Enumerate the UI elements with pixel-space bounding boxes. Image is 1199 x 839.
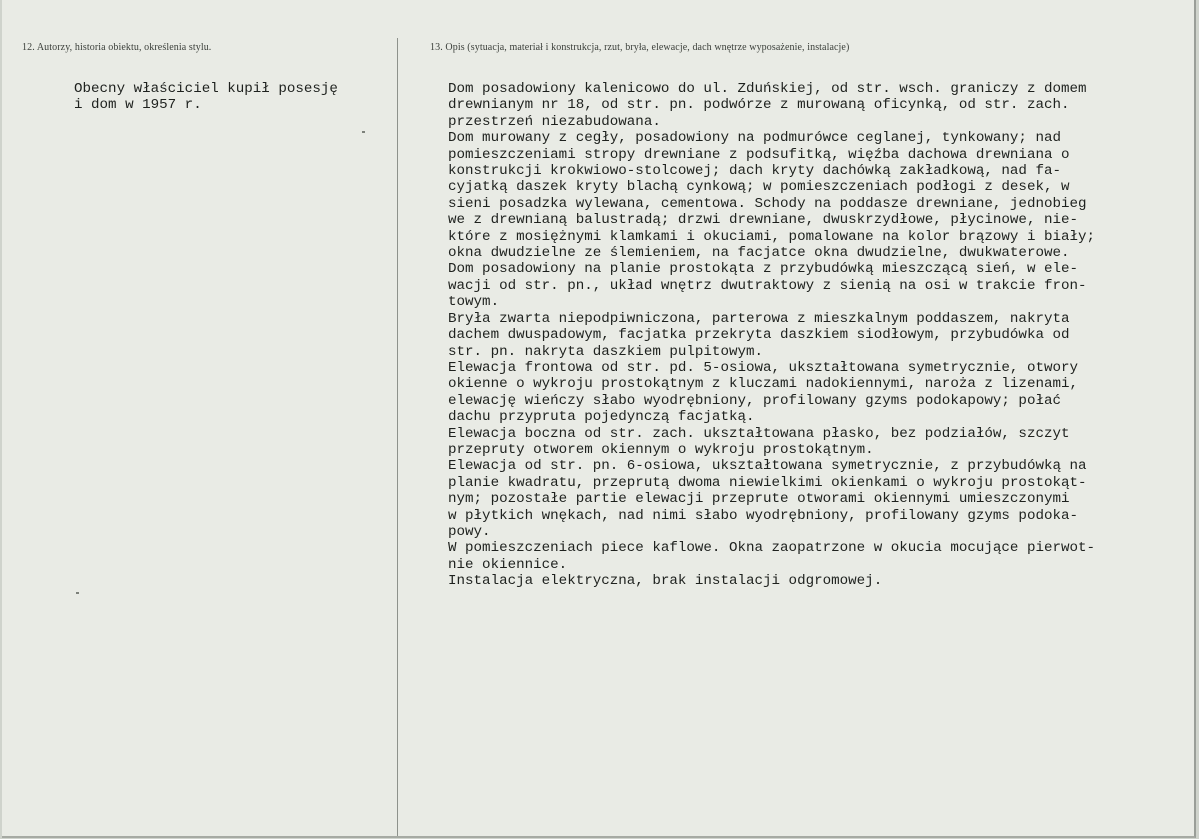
section-13-heading: 13. Opis (sytuacja, materiał i konstrukcja, rzut, bryła, elewacje, dach wnętrze wyposażenie, instalacje) — [430, 42, 850, 53]
building-description-text: Dom posadowiony kalenicowo do ul. Zduńskiej, od str. wsch. graniczy z domem drewnianym nr 18, od str. pn. podwórze z murowaną oficynką, od str. zach. przestrzeń niezabudowana. Dom murowany z cegły, posadowiony na podmurówce ceglanej, tynkowany; nad pomieszczeniami stropy drewniane z podsufitką, więźba dachowa drewniana o konstrukcji krokwiowo-stolcowej; dach kryty dachówką zakładkową, nad fa- cyjatką daszek kryty blachą cynkową; w pomieszczeniach podłogi z desek, w sieni posadzka wylewana, cementowa. Schody na poddasze drewniane, jednobieg we z drewnianą balustradą; drzwi drewniane, dwuskrzydłowe, płycinowe, nie- które z mosiężnymi klamkami i okuciami, pomalowane na kolor brązowy i biały; okna dwudzielne ze ślemieniem, na facjatce okna dwudzielne, dwukwaterowe. Dom posadowiony na planie prostokąta z przybudówką mieszczącą sień, w ele- wacji od str. pn., układ wnętrz dwutraktowy z sienią na osi w trakcie fron- towym. Bryła zwarta niepodpiwniczona, parterowa z mieszkalnym poddaszem, nakryta dachem dwuspadowym, facjatka przekryta daszkiem siodłowym, przybudówka od str. pn. nakryta daszkiem pulpitowym. Elewacja frontowa od str. pd. 5-osiowa, ukształtowana symetrycznie, otwory okienne o wykroju prostokątnym z kluczami nadokiennymi, naroża z lizenami, elewację wieńczy słabo wyodrębniony, profilowany gzyms podokapowy; połać dachu przypruta pojedynczą facjatką. Elewacja boczna od str. zach. ukształtowana płasko, bez podziałów, szczyt przepruty otworem okiennym o wykroju prostokątnym. Elewacja od str. pn. 6-osiowa, ukształtowana symetrycznie, z przybudówką na planie kwadratu, przeprutą dwoma niewielkimi okienkami o wykroju prostokąt- nym; pozostałe partie elewacji przeprute otworami okiennymi umieszczonymi w płytkich wnękach, nad nimi słabo wyodrębniony, profilowany gzyms podoka- powy. W pomieszczeniach piece kaflowe. Okna zaopatrzone w okucia mocujące pierwot- nie okiennice. Instalacja elektryczna, brak instalacji odgromowej. — [448, 81, 1096, 590]
column-divider — [397, 38, 398, 836]
ownership-history-text: Obecny właściciel kupił posesję i dom w 1957 r. — [74, 81, 338, 114]
paper-speck — [76, 592, 79, 594]
record-card — [2, 0, 1196, 838]
paper-speck — [362, 131, 365, 133]
section-12-heading: 12. Autorzy, historia obiektu, określenia stylu. — [22, 42, 212, 53]
